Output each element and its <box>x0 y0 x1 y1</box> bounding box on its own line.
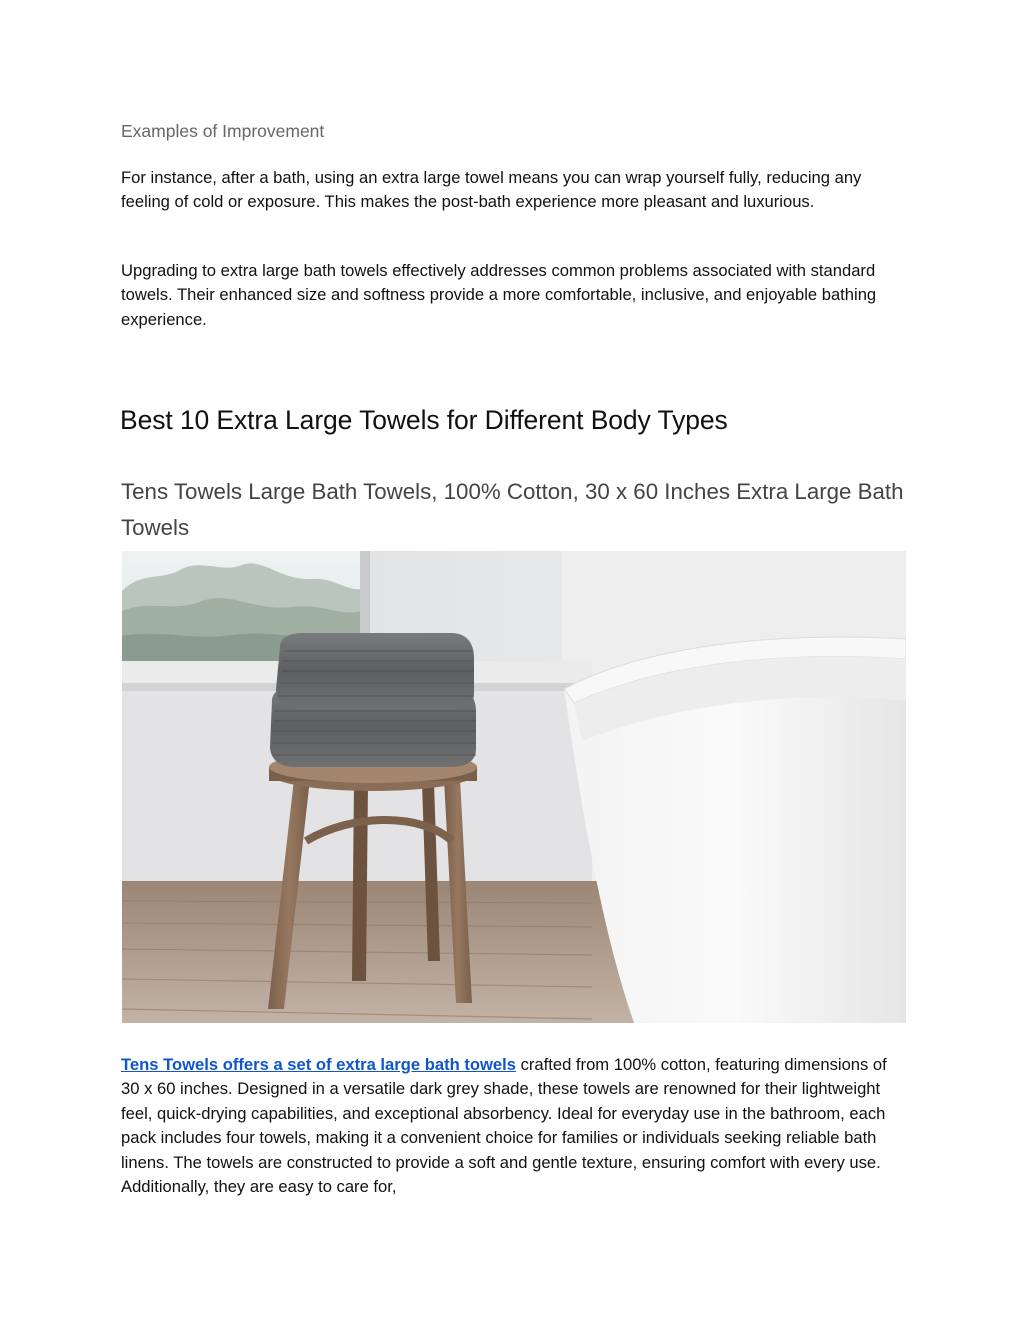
paragraph-instance: For instance, after a bath, using an extra large towel means you can wrap yourself fully, reducing any feeling of cold or exposure. This makes the post-bath experience more pleasant and luxurious. <box>121 168 862 212</box>
examples-heading: Examples of Improvement <box>121 121 325 141</box>
paragraph-upgrading: Upgrading to extra large bath towels effectively addresses common problems associated with standard towels. Their enhanced size and softness provide a more comfortable, inclusive, and enjoyable bathing experience. <box>121 261 877 329</box>
product-link[interactable]: Tens Towels offers a set of extra large bath towels <box>121 1055 516 1074</box>
product-photo <box>122 551 906 1023</box>
product-description-text: crafted from 100% cotton, featuring dimensions of 30 x 60 inches. Designed in a versatile dark grey shade, these towels are renowned for their lightweight feel, quick-drying capabilities, and exceptional absorbency. Ideal for everyday use in the bathroom, each pack includes four towels, making it a convenient choice for families or individuals seeking reliable bath linens. The towels are constructed to provide a soft and gentle texture, ensuring comfort with every use. Additionally, they are easy to care for, <box>121 1055 887 1197</box>
best10-heading: Best 10 Extra Large Towels for Different Body Types <box>120 405 728 435</box>
product-description <box>121 1053 906 1199</box>
product-heading: Tens Towels Large Bath Towels, 100% Cotton, 30 x 60 Inches Extra Large Bath Towels <box>121 479 904 540</box>
